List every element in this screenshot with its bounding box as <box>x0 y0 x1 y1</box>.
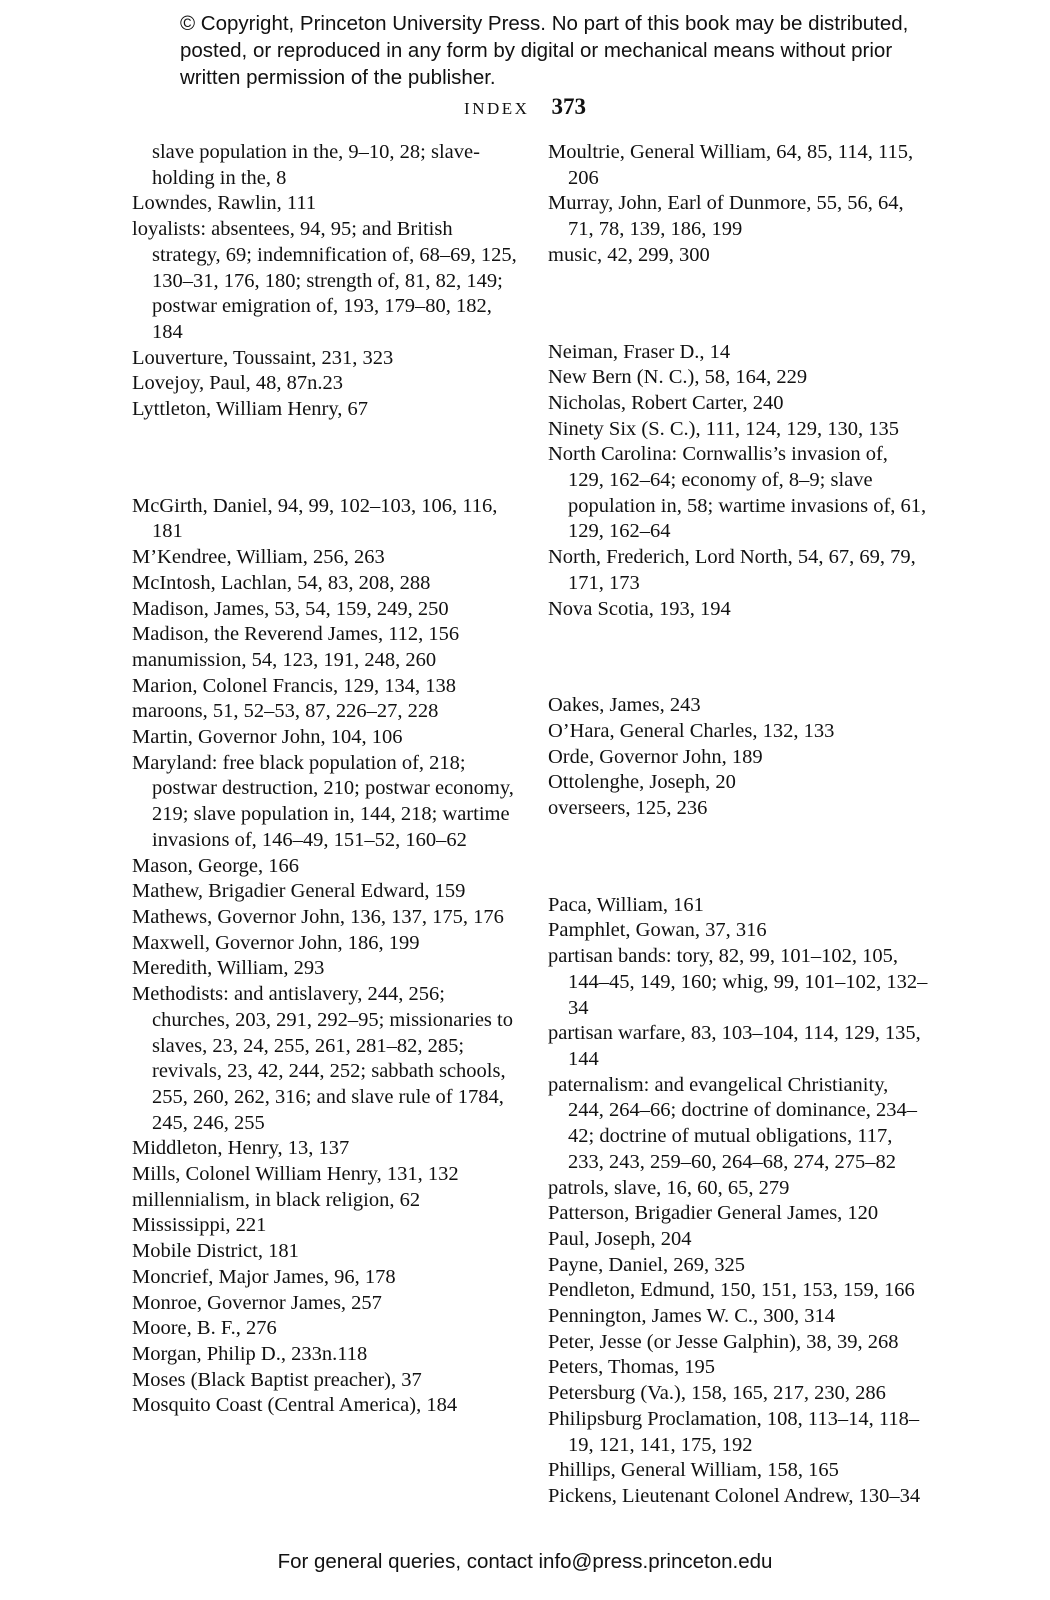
index-entry: paternalism: and evangelical Christianity, 244, 264–66; doctrine of dominance, 234–42; doctrine of mutual obligations, 117, 233, 243, 259–60, 264–68, 274, 275–82 <box>548 1073 918 1173</box>
index-entry: Mathews, Governor John, 136, 137, 175, 176 <box>132 905 504 928</box>
index-entry: New Bern (N. C.), 58, 164, 229 <box>548 366 808 389</box>
index-entry: McIntosh, Lachlan, 54, 83, 208, 288 <box>132 571 431 594</box>
index-entry: Pennington, James W. C., 300, 314 <box>548 1305 836 1328</box>
index-entry: millennialism, in black religion, 62 <box>132 1188 421 1211</box>
index-column-right <box>548 140 928 1510</box>
index-entry: manumission, 54, 123, 191, 248, 260 <box>132 648 437 671</box>
running-head <box>0 94 1050 120</box>
index-entry: Paul, Joseph, 204 <box>548 1227 692 1250</box>
index-entry: partisan bands: tory, 82, 99, 101–102, 105, 144–45, 149, 160; whig, 99, 101–102, 132–34 <box>548 945 928 1019</box>
index-entry: Mills, Colonel William Henry, 131, 132 <box>132 1163 459 1186</box>
index-entry: Martin, Governor John, 104, 106 <box>132 726 403 749</box>
index-entry: Orde, Governor John, 189 <box>548 745 763 768</box>
letter-group-gap <box>548 289 928 319</box>
index-entry: Marion, Colonel Francis, 129, 134, 138 <box>132 674 456 697</box>
running-head-section: INDEX <box>464 99 530 118</box>
index-entry: Pamphlet, Gowan, 37, 316 <box>548 919 767 942</box>
index-entry: Moses (Black Baptist preacher), 37 <box>132 1368 422 1391</box>
index-entry: Neiman, Fraser D., 14 <box>548 340 731 363</box>
index-entry: Pickens, Lieutenant Colonel Andrew, 130–34 <box>548 1484 921 1507</box>
index-entry: Maxwell, Governor John, 186, 199 <box>132 931 420 954</box>
index-entry: Petersburg (Va.), 158, 165, 217, 230, 286 <box>548 1382 886 1405</box>
index-entry: Madison, the Reverend James, 112, 156 <box>132 623 460 646</box>
index-entry: McGirth, Daniel, 94, 99, 102–103, 106, 116, 181 <box>132 494 498 543</box>
index-entry: Peters, Thomas, 195 <box>548 1356 716 1379</box>
page-number: 373 <box>551 94 586 119</box>
index-entry: North, Frederich, Lord North, 54, 67, 69, 79, 171, 173 <box>548 546 916 594</box>
index-entry: Moore, B. F., 276 <box>132 1317 277 1340</box>
index-entry: Murray, John, Earl of Dunmore, 55, 56, 64, 71, 78, 139, 186, 199 <box>548 192 904 241</box>
copyright-notice: © Copyright, Princeton University Press. No part of this book may be distributed, posted, or reproduced in any form by digital or mechanical means without prior written permission of the publisher. <box>180 12 909 89</box>
footer-contact: For general queries, contact info@press.princeton.edu <box>277 1550 773 1573</box>
index-entry: partisan warfare, 83, 103–104, 114, 129, 135, 144 <box>548 1022 921 1070</box>
index-entry: Louverture, Toussaint, 231, 323 <box>132 346 394 369</box>
index-entry: music, 42, 299, 300 <box>548 243 710 266</box>
index-column-left <box>132 140 522 1419</box>
index-entry: Methodists: and antislavery, 244, 256; churches, 203, 291, 292–95; missionaries to slaves, 23, 24, 255, 261, 281–82, 285; revivals, 23, 42, 244, 252; sabbath schools, 255, 260, 262, 316; and slave rule of 1784, 245, 246, 255 <box>132 983 513 1134</box>
index-entry: Peter, Jesse (or Jesse Galphin), 38, 39, 268 <box>548 1330 899 1353</box>
index-entry: Moultrie, General William, 64, 85, 114, 115, 206 <box>548 141 914 189</box>
index-entry: maroons, 51, 52–53, 87, 226–27, 228 <box>132 700 439 723</box>
index-entry: Oakes, James, 243 <box>548 694 701 717</box>
index-entry: Mosquito Coast (Central America), 184 <box>132 1394 458 1417</box>
index-entry: Mississippi, 221 <box>132 1214 267 1237</box>
letter-group-gap <box>548 842 928 872</box>
index-entry: patrols, slave, 16, 60, 65, 279 <box>548 1176 790 1199</box>
index-entry: Phillips, General William, 158, 165 <box>548 1459 839 1482</box>
index-entry: Mathew, Brigadier General Edward, 159 <box>132 880 466 903</box>
index-entry: Paca, William, 161 <box>548 893 704 916</box>
index-entry: Ninety Six (S. C.), 111, 124, 129, 130, 135 <box>548 417 899 440</box>
index-entry: Lovejoy, Paul, 48, 87n.23 <box>132 372 344 395</box>
index-entry: overseers, 125, 236 <box>548 797 708 820</box>
index-entry: Lowndes, Rawlin, 111 <box>132 192 317 215</box>
index-entry: Payne, Daniel, 269, 325 <box>548 1253 745 1276</box>
index-entry: Middleton, Henry, 13, 137 <box>132 1137 350 1160</box>
index-entry: Lyttleton, William Henry, 67 <box>132 398 369 421</box>
letter-group-gap <box>548 643 928 673</box>
index-entry: Patterson, Brigadier General James, 120 <box>548 1202 879 1225</box>
index-entry: Monroe, Governor James, 257 <box>132 1291 382 1314</box>
index-entry: North Carolina: Cornwallis’s invasion of, 129, 162–64; economy of, 8–9; slave population in, 58; wartime invasions of, 61, 129, 162–64 <box>548 443 927 543</box>
letter-group-gap <box>132 443 522 473</box>
index-entry: Moncrief, Major James, 96, 178 <box>132 1265 396 1288</box>
index-entry: Mason, George, 166 <box>132 854 300 877</box>
index-entry: Meredith, William, 293 <box>132 957 325 980</box>
index-entry: Madison, James, 53, 54, 159, 249, 250 <box>132 597 449 620</box>
index-entry: M’Kendree, William, 256, 263 <box>132 546 385 569</box>
index-entry: Maryland: free black population of, 218; postwar destruction, 210; postwar economy, 219; slave population in, 144, 218; wartime invasions of, 146–49, 151–52, 160–62 <box>132 751 514 851</box>
index-entry: slave population in the, 9–10, 28; slave-holding in the, 8 <box>152 141 480 189</box>
index-entry: Philipsburg Proclamation, 108, 113–14, 118–19, 121, 141, 175, 192 <box>548 1407 920 1456</box>
index-entry: Morgan, Philip D., 233n.118 <box>132 1342 368 1365</box>
index-entry: O’Hara, General Charles, 132, 133 <box>548 719 835 742</box>
index-entry: Mobile District, 181 <box>132 1240 299 1263</box>
index-entry: loyalists: absentees, 94, 95; and British strategy, 69; indemnification of, 68–69, 125, 130–31, 176, 180; strength of, 81, 82, 149; postwar emigration of, 193, 179–80, 182, 184 <box>132 218 517 343</box>
index-entry: Pendleton, Edmund, 150, 151, 153, 159, 166 <box>548 1279 915 1302</box>
index-entry: Nova Scotia, 193, 194 <box>548 597 731 620</box>
index-entry: Ottolenghe, Joseph, 20 <box>548 771 736 794</box>
index-entry: Nicholas, Robert Carter, 240 <box>548 391 784 414</box>
